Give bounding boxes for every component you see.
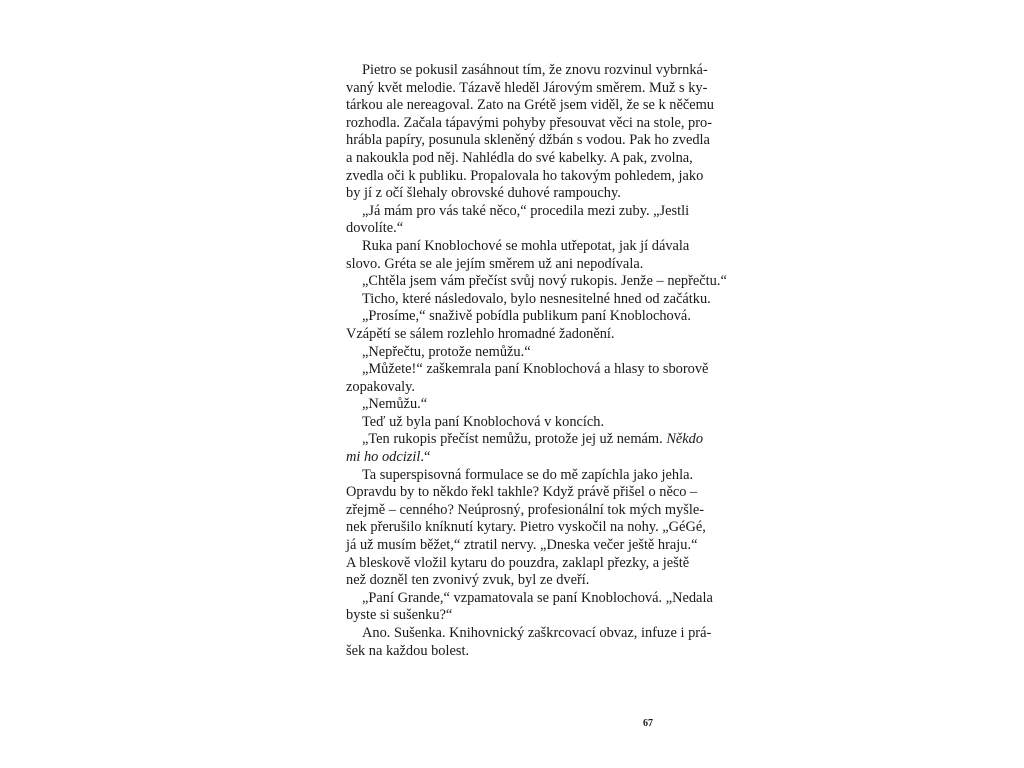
line-text: zřejmě – cenného? Neúprosný, profesionální tok mých myšle-	[346, 501, 705, 518]
text-line	[346, 167, 704, 186]
text-line	[346, 466, 694, 485]
line-text: „Chtěla jsem vám přečíst svůj nový rukopis. Jenže – nepřečtu.“	[362, 273, 727, 290]
text-line	[346, 625, 712, 643]
line-text: než dozněl ten zvonivý zvuk, byl ze dveří.	[346, 572, 590, 589]
line-text: já už musím běžet,“ ztratil nervy. „Dneska večer ještě hraju.“	[346, 537, 698, 554]
text-line	[346, 326, 674, 344]
line-text: Vzápětí se sálem rozlehlo hromadné žadonění.	[346, 325, 615, 342]
text-line	[346, 79, 708, 98]
line-text: Pietro se pokusil zasáhnout tím, že znovu rozvinul vybrnká-	[362, 62, 708, 78]
text-line	[346, 519, 706, 537]
line-text: „Nemůžu.“	[362, 396, 428, 413]
text-line	[346, 237, 690, 256]
text-line	[346, 149, 693, 168]
text-line	[346, 290, 711, 309]
text-line	[346, 431, 704, 449]
text-line	[346, 589, 713, 608]
line-tail: .“	[420, 449, 431, 466]
line-text: „Já mám pro vás také něco,“ procedila mezi zuby. „Jestli	[362, 202, 690, 219]
line-text: Ta superspisovná formulace se do mě zapíchla jako jehla.	[362, 466, 694, 483]
line-text: Ano. Sušenka. Knihovnický zaškrcovací obvaz, infuze i prá-	[362, 625, 712, 641]
line-text: Opravdu by to někdo řekl takhle? Když právě přišel o něco –	[346, 484, 698, 501]
text-line	[346, 572, 674, 590]
line-text: „Nepřečtu, protože nemůžu.“	[362, 343, 531, 360]
line-text: hrábla papíry, posunula skleněný džbán s vodou. Pak ho zvedla	[346, 132, 710, 149]
line-text: slovo. Gréta se ale jejím směrem už ani nepodívala.	[346, 255, 644, 272]
line-text: „Ten rukopis přečíst nemůžu, protože jej už nemám.	[362, 431, 663, 448]
text-line	[346, 396, 674, 414]
text-line	[346, 97, 714, 115]
line-text: „Můžete!“ zaškemrala paní Knoblochová a hlasy to sborově	[362, 361, 709, 378]
line-text: Teď už byla paní Knoblochová v koncích.	[362, 413, 605, 430]
text-line	[346, 62, 708, 80]
text-line	[346, 132, 710, 150]
text-line	[346, 308, 691, 326]
line-text: dovolíte.“	[346, 220, 404, 237]
line-text: rozhodla. Začala tápavými pohyby přesouvat věci na stole, pro-	[346, 114, 713, 131]
text-line	[346, 185, 674, 203]
text-line	[346, 449, 674, 467]
line-text: byste si sušenku?“	[346, 607, 453, 624]
page-number: 67	[643, 718, 653, 729]
text-line	[346, 484, 698, 502]
line-text: zopakovaly.	[346, 378, 415, 395]
line-italic: mi ho odcizil	[346, 449, 421, 466]
line-text: Ruka paní Knoblochové se mohla utřepotat, jak jí dávala	[362, 237, 690, 254]
line-text: a nakoukla pod něj. Nahlédla do své kabelky. A pak, zvolna,	[346, 149, 693, 166]
text-line	[346, 220, 674, 238]
text-line	[346, 256, 674, 274]
line-italic: Někdo	[666, 431, 704, 448]
text-line	[346, 607, 674, 625]
line-text: tárkou ale nereagoval. Zato na Grétě jsem viděl, že se k něčemu	[346, 97, 714, 114]
line-text: Ticho, které následovalo, bylo nesnesitelné hned od začátku.	[362, 290, 711, 307]
line-text: šek na každou bolest.	[346, 642, 470, 659]
text-line	[346, 361, 709, 379]
line-text: A bleskově vložil kytaru do pouzdra, zaklapl přezky, a ještě	[346, 554, 690, 571]
line-text: „Paní Grande,“ vzpamatovala se paní Knoblochová. „Nedala	[362, 589, 713, 606]
text-line	[346, 643, 674, 661]
text-line	[346, 202, 690, 221]
text-line	[346, 537, 698, 555]
text-line	[346, 114, 713, 133]
text-line	[346, 273, 727, 291]
text-line	[346, 554, 690, 573]
text-line	[346, 379, 674, 397]
line-text: nek přerušilo kníknutí kytary. Pietro vyskočil na nohy. „GéGé,	[346, 519, 706, 536]
body-text	[346, 62, 727, 660]
text-line	[346, 344, 674, 362]
line-text: vaný květ melodie. Tázavě hleděl Járovým směrem. Muž s ky-	[346, 79, 708, 96]
line-text: „Prosíme,“ snaživě pobídla publikum paní Knoblochová.	[362, 308, 691, 325]
line-text: by jí z očí šlehaly obrovské duhové rampouchy.	[346, 185, 621, 202]
text-line	[346, 414, 674, 432]
line-text: zvedla oči k publiku. Propalovala ho takovým pohledem, jako	[346, 167, 704, 184]
text-line	[346, 501, 705, 520]
